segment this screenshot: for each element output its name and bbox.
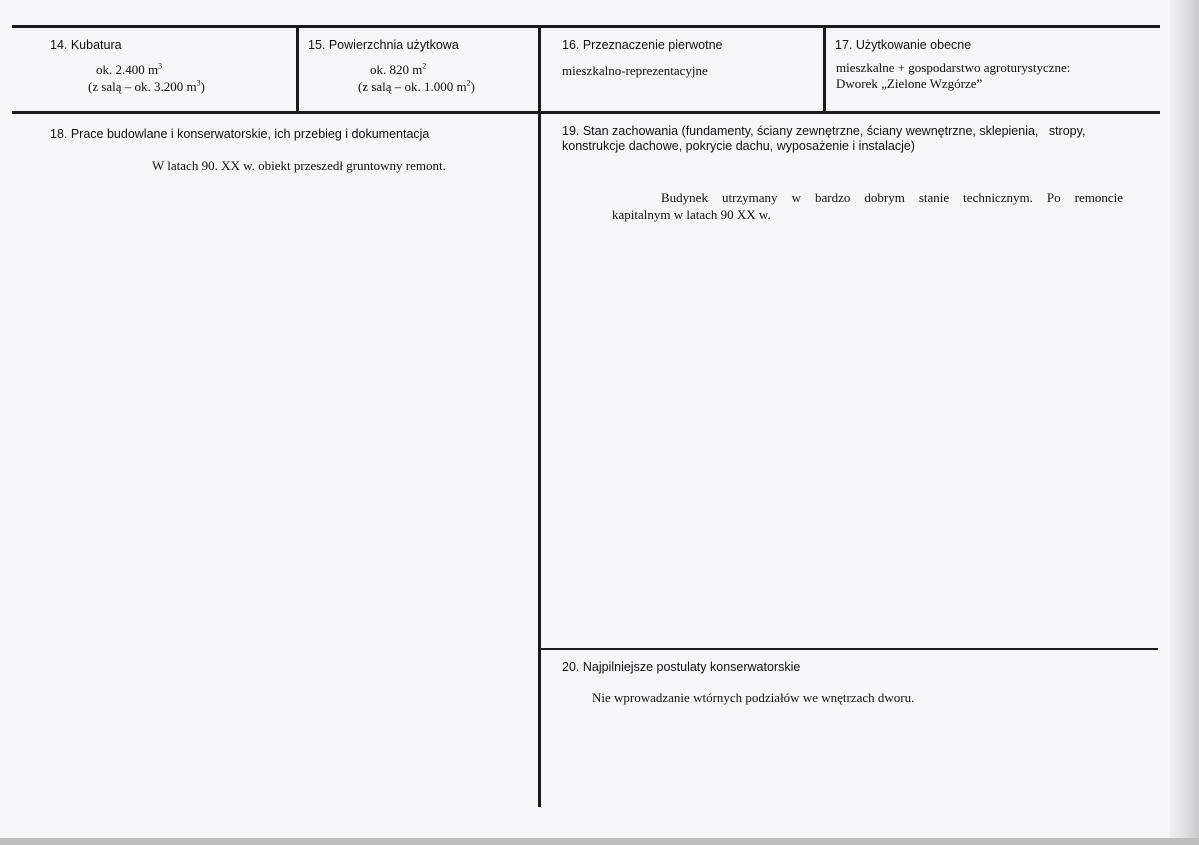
top-border-line [12,25,1160,28]
col-divider-16-17 [823,27,826,113]
field-17-value-line2: Dworek „Zielone Wzgórze” [836,76,983,91]
section-20-divider [540,648,1158,650]
field-15-label: 15. Powierzchnia użytkowa [308,38,459,52]
field-20-label: 20. Najpilniejsze postulaty konserwatorskie [562,660,801,674]
field-14-value-line1: ok. 2.400 $m^3$ [96,61,163,77]
field-15-value-line1: ok. 820 $m^2$ [370,61,427,77]
field-15-value-line2: (z salą – ok. 1.000 $m^2$) [358,78,476,94]
field-19-value-line1: Budynek utrzymany w bardzo dobrym stanie technicznym. Po remoncie [661,190,1123,205]
field-18-label: 18. Prace budowlane i konserwatorskie, ich przebieg i dokumentacja [50,127,430,141]
field-16-value: mieszkalno-reprezentacyjne [562,63,708,78]
field-19-label-line1: 19. Stan zachowania (fundamenty, ściany zewnętrzne, ściany wewnętrzne, sklepienia, stropy, [562,124,1086,138]
field-18-value: W latach 90. XX w. obiekt przeszedł gruntowny remont. [152,158,446,173]
field-14-label: 14. Kubatura [50,38,122,52]
paper-edge [1170,0,1199,845]
field-20-value: Nie wprowadzanie wtórnych podziałów we wnętrzach dworu. [592,690,915,705]
field-14-value-line2: (z salą – ok. 3.200 $m^3$) [88,78,206,94]
row-divider-line [12,111,1160,114]
scan-bottom-edge [0,838,1199,845]
field-17-value-line1: mieszkalne + gospodarstwo agroturystyczne: [836,60,1071,75]
col-divider-15-16 [538,27,541,807]
field-17-label: 17. Użytkowanie obecne [835,38,972,52]
field-19-value-line2: kapitalnym w latach 90 XX w. [612,207,771,222]
field-16-label: 16. Przeznaczenie pierwotne [562,38,723,52]
field-19-label-line2: konstrukcje dachowe, pokrycie dachu, wyposażenie i instalacje) [562,139,915,153]
col-divider-14-15 [296,27,299,113]
